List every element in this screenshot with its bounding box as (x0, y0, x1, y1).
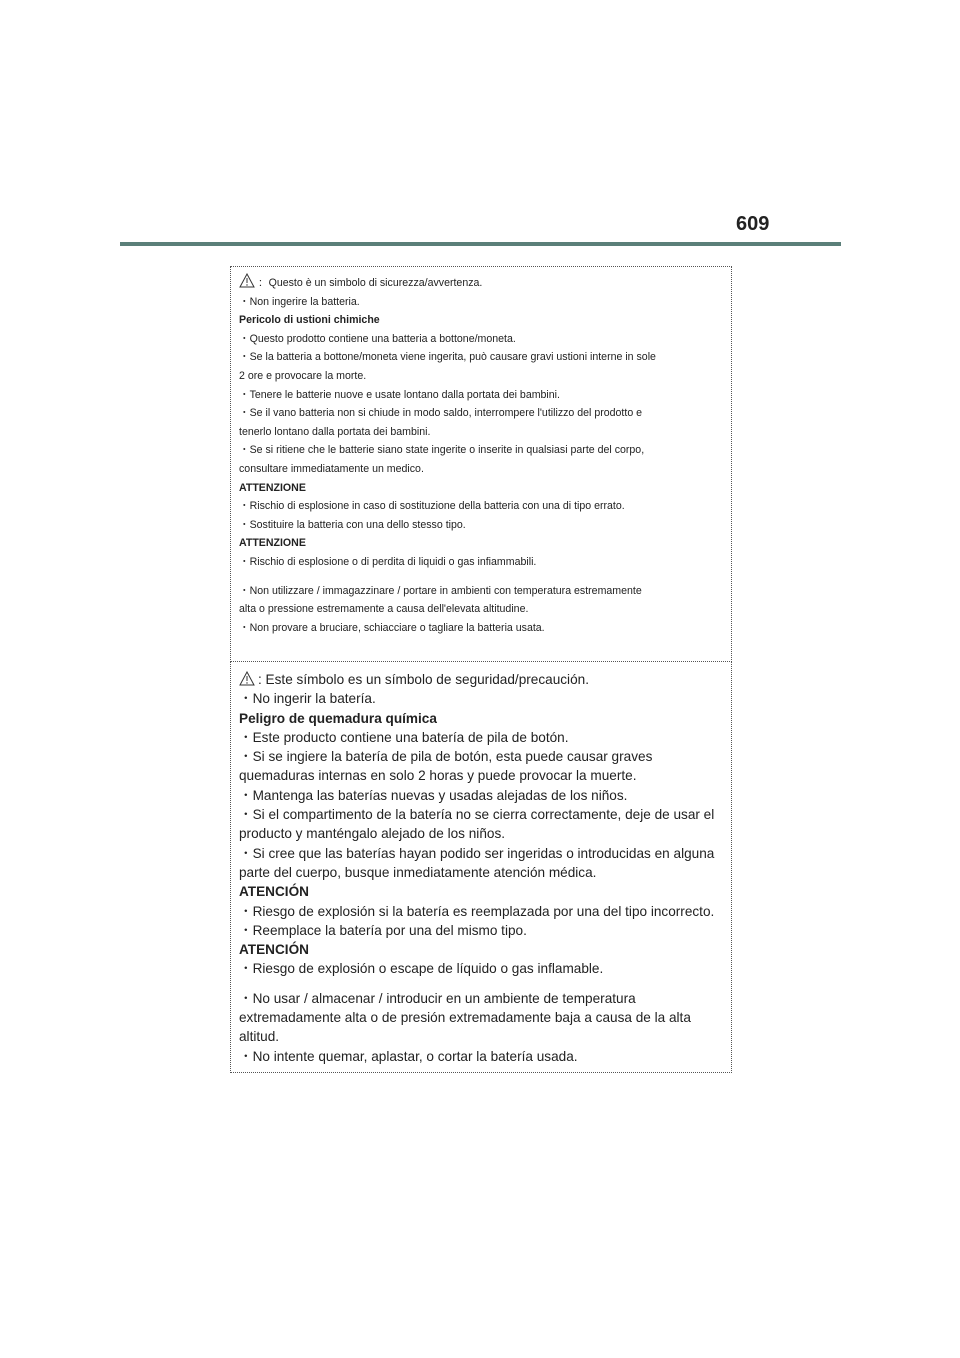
text-line: ・Se si ritiene che le batterie siano state ingerite o inserite in qualsiasi parte del corpo, (239, 444, 645, 457)
text-line: ・No ingerir la batería. (239, 691, 376, 707)
text-line: ・Riesgo de explosión si la batería es reemplazada por una del tipo incorrecto. (239, 903, 715, 919)
text-line: 2 ore e provocare la morte. (239, 369, 367, 382)
section-heading: ATENCIÓN (239, 942, 309, 958)
spanish-symbol-text: : Este símbolo es un símbolo de seguridad/precaución. (258, 672, 589, 687)
text-line: tenerlo lontano dalla portata dei bambini. (239, 425, 431, 438)
text-line: consultare immediatamente un medico. (239, 462, 424, 475)
header-rule (120, 242, 841, 246)
page-number: 609 (736, 213, 770, 235)
spanish-gap (239, 979, 731, 989)
italian-symbol-line (239, 273, 731, 293)
text-line: ・No usar / almacenar / introducir en un ambiente de temperatura (239, 990, 636, 1006)
text-line: altitud. (239, 1029, 280, 1045)
section-heading: Peligro de quemadura química (239, 710, 437, 726)
italian-symbol-text: ：Questo è un simbolo di sicurezza/avvertenza. (258, 277, 483, 289)
text-line: ・Reemplace la batería por una del mismo tipo. (239, 922, 527, 938)
spanish-lines (239, 689, 731, 978)
text-line: ・Mantenga las baterías nuevas y usadas alejadas de los niños. (239, 787, 628, 803)
section-heading: ATTENZIONE (239, 537, 306, 550)
italian-gap (239, 572, 731, 582)
italian-warning-box (230, 266, 732, 662)
warning-triangle-icon (239, 671, 255, 686)
text-line: ・Si se ingiere la batería de pila de botón, esta puede causar graves (239, 749, 653, 765)
text-line: quemaduras internas en solo 2 horas y puede provocar la muerte. (239, 768, 637, 784)
text-line: ・Riesgo de explosión o escape de líquido o gas inflamable. (239, 961, 604, 977)
text-line: alta o pressione estremamente a causa dell'elevata altitudine. (239, 603, 529, 616)
italian-lines-after (239, 582, 731, 638)
text-line: parte del cuerpo, busque inmediatamente atención médica. (239, 864, 597, 880)
text-line: ・Si cree que las baterías hayan podido ser ingeridas o introducidas en alguna (239, 845, 715, 861)
warning-triangle-icon (239, 273, 255, 288)
text-line: ・Questo prodotto contiene una batteria a bottone/moneta. (239, 332, 516, 345)
text-line: ・Tenere le batterie nuove e usate lontano dalla portata dei bambini. (239, 388, 560, 401)
section-heading: Pericolo di ustioni chimiche (239, 314, 380, 327)
text-line: ・No intente quemar, aplastar, o cortar la batería usada. (239, 1048, 578, 1064)
text-line: ・Se il vano batteria non si chiude in modo saldo, interrompere l'utilizzo del prodotto e (239, 407, 643, 420)
section-heading: ATTENZIONE (239, 481, 306, 494)
text-line: ・Rischio di esplosione o di perdita di liquidi o gas infiammabili. (239, 555, 537, 568)
spanish-warning-box (230, 662, 732, 1073)
text-line: ・Rischio di esplosione in caso di sostituzione della batteria con una di tipo errato. (239, 500, 625, 513)
text-line: ・Sostituire la batteria con una dello stesso tipo. (239, 518, 466, 531)
italian-lines (239, 293, 731, 572)
text-line: ・Se la batteria a bottone/moneta viene ingerita, può causare gravi ustioni interne in sole (239, 351, 656, 364)
text-line: producto y manténgalo alejado de los niños. (239, 826, 506, 842)
text-line: ・Este producto contiene una batería de pila de botón. (239, 729, 569, 745)
text-line: ・Non ingerire la batteria. (239, 295, 360, 308)
text-line: ・Si el compartimento de la batería no se cierra correctamente, deje de usar el (239, 807, 715, 823)
spanish-lines-after (239, 989, 731, 1066)
text-line: ・Non provare a bruciare, schiacciare o tagliare la batteria usata. (239, 621, 545, 634)
text-line: extremadamente alta o de presión extremadamente baja a causa de la alta (239, 1010, 691, 1026)
spanish-symbol-line (239, 670, 731, 689)
text-line: ・Non utilizzare / immagazzinare / portare in ambienti con temperatura estremamente (239, 584, 642, 597)
section-heading: ATENCIÓN (239, 884, 309, 900)
